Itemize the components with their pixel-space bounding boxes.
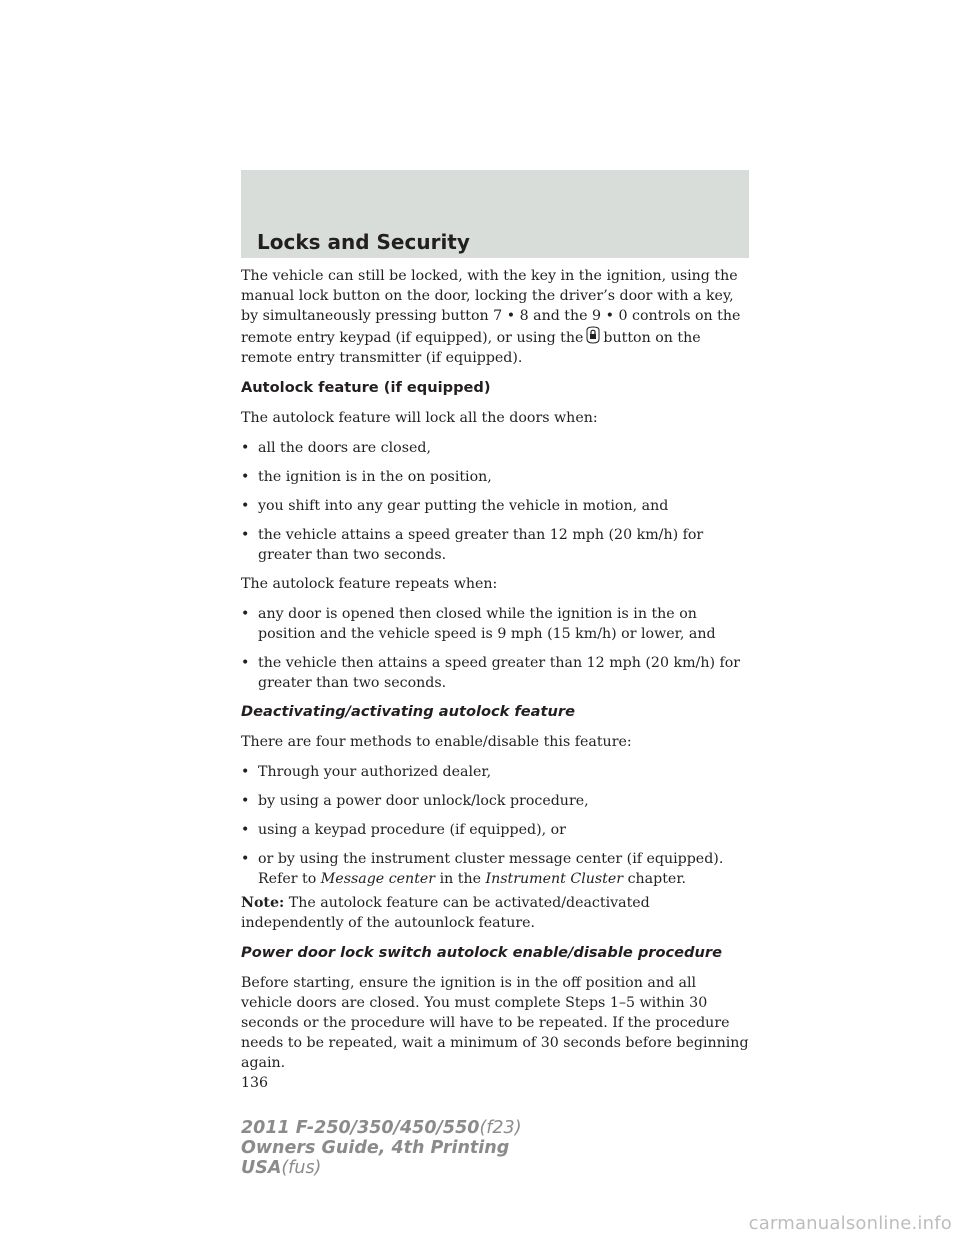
list-item-text: the vehicle attains a speed greater than 12 mph (20 km/h) for greater than two seconds. [258, 527, 704, 563]
list-item-text: or by using the instrument cluster message center (if equipped). Refer to [258, 851, 724, 887]
list-item-text: the vehicle then attains a speed greater than 12 mph (20 km/h) for greater than two seconds. [258, 655, 741, 691]
document-footer [241, 1118, 522, 1178]
methods-list [241, 762, 751, 889]
bullet-icon: • [241, 851, 250, 867]
bullet-icon: • [241, 793, 250, 809]
section-header-band [241, 170, 749, 258]
list-item-text: you shift into any gear putting the vehicle in motion, and [258, 498, 669, 514]
footer-region-code: (fus) [281, 1158, 322, 1178]
list-item [241, 467, 751, 487]
note-text: The autolock feature can be activated/deactivated independently of the autounlock feature. [241, 895, 650, 931]
deactivating-heading: Deactivating/activating autolock feature [241, 703, 575, 720]
list-item-text: the ignition is in the on position, [258, 469, 492, 485]
watermark: carmanualsonline.info [748, 1213, 952, 1234]
bullet-icon: • [241, 469, 250, 485]
procedure-heading: Power door lock switch autolock enable/disable procedure [241, 944, 722, 961]
list-item-text: chapter. [627, 871, 687, 887]
autolock-lead: The autolock feature will lock all the doors when: [241, 410, 598, 426]
list-item [241, 762, 751, 782]
list-item [241, 820, 751, 840]
deactivating-lead: There are four methods to enable/disable this feature: [241, 734, 632, 750]
list-item-text: any door is opened then closed while the ignition is in the on position and the vehicle speed is 9 mph (15 km/h) or lower, and [258, 606, 716, 642]
intro-text-part1: The vehicle can still be locked, with the key in the ignition, using the manual lock button on the door, locking the driver’s door with a key, by simultaneously pressing button 7 • 8 and the 9 • 0 controls on the remote entry keypad (if equipped), or using the [241, 268, 741, 346]
bullet-icon: • [241, 822, 250, 838]
list-item [241, 604, 751, 644]
list-item [241, 496, 751, 516]
autolock-heading: Autolock feature (if equipped) [241, 379, 491, 396]
message-center-reference: Message center [320, 871, 436, 887]
page-number: 136 [241, 1075, 269, 1091]
footer-line-1 [241, 1118, 522, 1138]
bullet-icon: • [241, 440, 250, 456]
note-paragraph [241, 893, 751, 933]
list-item-text: Through your authorized dealer, [258, 764, 492, 780]
footer-line-3 [241, 1158, 522, 1178]
autolock-conditions-list [241, 438, 751, 565]
bullet-icon: • [241, 655, 250, 671]
list-item-text: by using a power door unlock/lock procedure, [258, 793, 589, 809]
list-item [241, 791, 751, 811]
bullet-icon: • [241, 606, 250, 622]
lock-icon [585, 326, 601, 344]
list-item [241, 653, 751, 693]
list-item-text: using a keypad procedure (if equipped), or [258, 822, 566, 838]
section-title: Locks and Security [257, 230, 470, 254]
footer-region: USA [241, 1158, 282, 1178]
list-item-text: in the [439, 871, 482, 887]
list-item [241, 525, 751, 565]
bullet-icon: • [241, 764, 250, 780]
footer-line-2: Owners Guide, 4th Printing [241, 1138, 510, 1158]
note-label: Note: [241, 895, 285, 911]
procedure-paragraph: Before starting, ensure the ignition is in the off position and all vehicle doors are closed. You must complete Steps 1–5 within 30 seconds or the procedure will have to be repeated. If the procedure needs to be repeated, wait a minimum of 30 seconds before beginning again. [241, 975, 749, 1071]
autolock-repeat-list [241, 604, 751, 693]
instrument-cluster-reference: Instrument Cluster [485, 871, 624, 887]
autolock-repeat-lead: The autolock feature repeats when: [241, 576, 498, 592]
intro-text-part2: button on the remote entry transmitter (if equipped). [241, 330, 701, 366]
list-item-text: all the doors are closed, [258, 440, 431, 456]
footer-model-code: (f23) [479, 1118, 522, 1138]
list-item [241, 849, 751, 889]
bullet-icon: • [241, 527, 250, 543]
page-content [241, 266, 751, 1103]
bullet-icon: • [241, 498, 250, 514]
footer-model: 2011 F-250/350/450/550 [241, 1118, 480, 1138]
list-item [241, 438, 751, 458]
intro-paragraph [241, 266, 751, 368]
